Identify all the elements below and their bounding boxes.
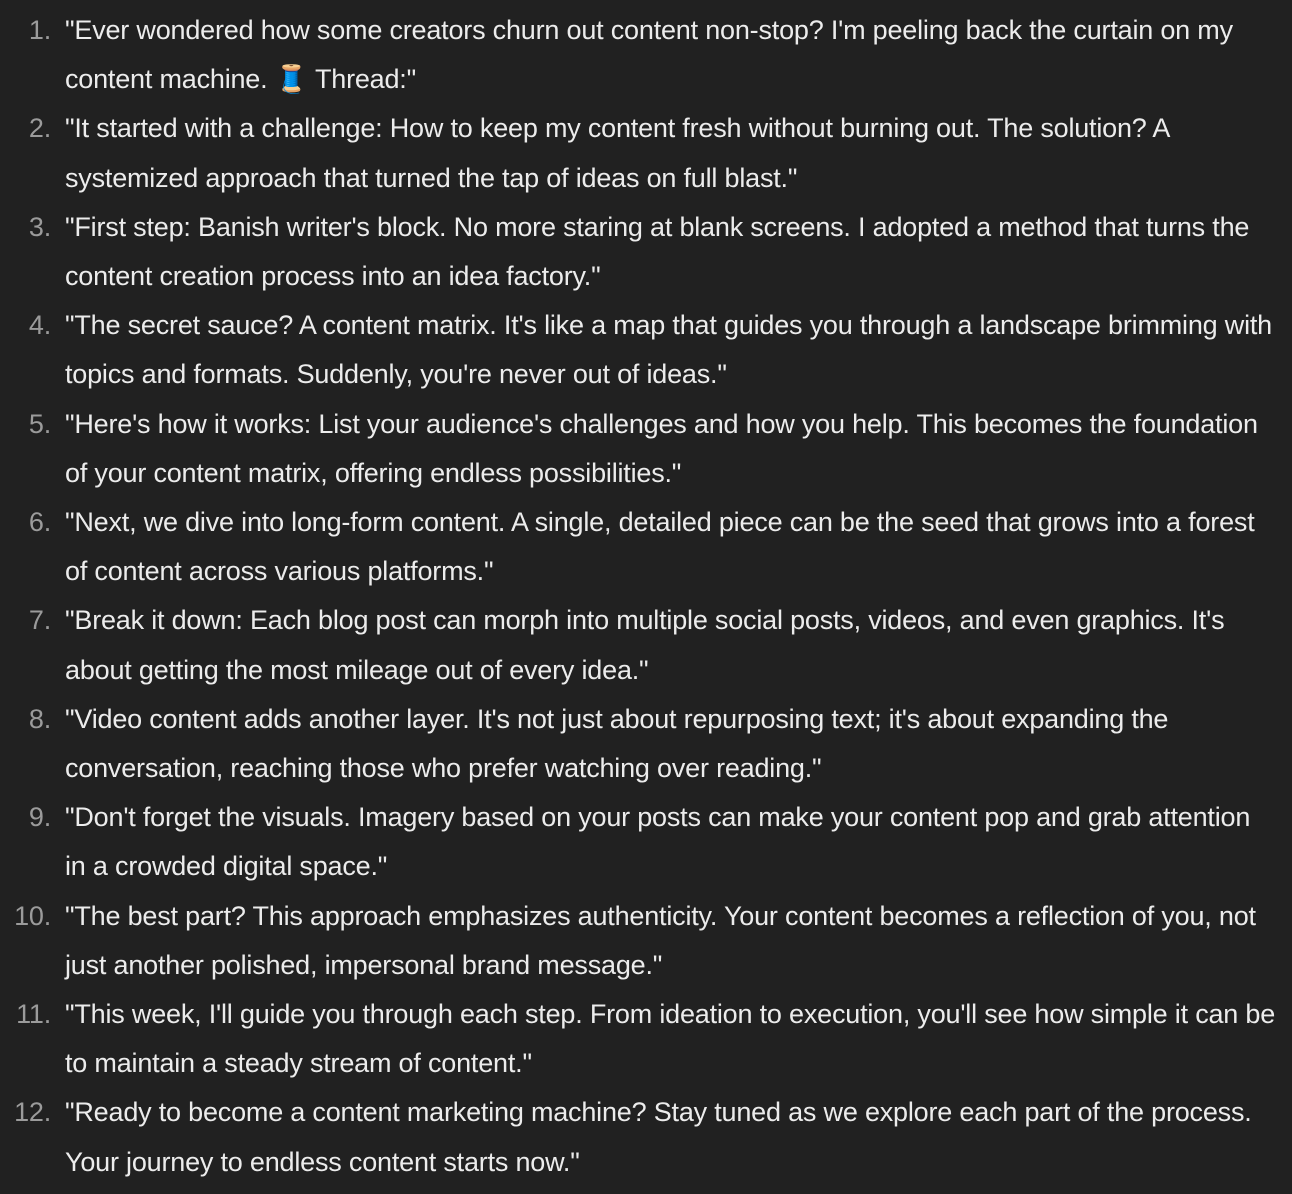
item-number: 12. xyxy=(14,1097,51,1128)
item-text: "Ready to become a content marketing machine? Stay tuned as we explore each part of the process. Your journey to endless content starts now." xyxy=(65,1097,1252,1177)
list-item xyxy=(0,1088,1292,1186)
list-item xyxy=(0,793,1292,891)
item-text: "Don't forget the visuals. Imagery based on your posts can make your content pop and grab attention in a crowded digital space." xyxy=(65,802,1251,882)
item-number: 7. xyxy=(28,605,51,636)
list-item xyxy=(0,203,1292,301)
list-item xyxy=(0,990,1292,1088)
list-item xyxy=(0,104,1292,202)
item-number: 2. xyxy=(28,113,51,144)
item-number: 6. xyxy=(28,507,51,538)
item-text: "The best part? This approach emphasizes authenticity. Your content becomes a reflection of you, not just another polished, impersonal brand message." xyxy=(65,900,1256,980)
item-number: 1. xyxy=(28,15,51,45)
item-number: 10. xyxy=(14,900,51,931)
list-item xyxy=(0,400,1292,498)
item-number: 3. xyxy=(28,211,51,242)
list-item xyxy=(0,892,1292,990)
item-number: 4. xyxy=(28,310,51,341)
item-text: "Next, we dive into long-form content. A single, detailed piece can be the seed that grows into a forest of content across various platforms." xyxy=(65,507,1255,587)
list-item xyxy=(0,596,1292,694)
item-number: 5. xyxy=(28,408,51,439)
item-number: 11. xyxy=(16,999,51,1030)
item-text: "Video content adds another layer. It's not just about repurposing text; it's about expanding the conversation, reaching those who prefer watching over reading." xyxy=(65,703,1169,784)
list-item xyxy=(0,6,1292,104)
item-text: "Here's how it works: List your audience's challenges and how you help. This becomes the foundation of your content matrix, offering endless possibilities." xyxy=(65,408,1258,488)
item-text: "This week, I'll guide you through each step. From ideation to execution, you'll see how simple it can be to maintain a steady stream of content." xyxy=(65,999,1276,1079)
item-text: "Ever wondered how some creators churn out content non-stop? I'm peeling back the curtain on my content machine. 🧵 Thread:" xyxy=(65,15,1233,95)
item-text: "First step: Banish writer's block. No more staring at blank screens. I adopted a method that turns the content creation process into an idea factory." xyxy=(65,211,1250,292)
item-text: "The secret sauce? A content matrix. It's like a map that guides you through a landscape brimming with topics and formats. Suddenly, you're never out of ideas." xyxy=(65,310,1272,390)
item-number: 8. xyxy=(28,703,51,734)
list-item xyxy=(0,301,1292,399)
list-item xyxy=(0,695,1292,793)
item-text: "It started with a challenge: How to keep my content fresh without burning out. The solution? A systemized approach that turned the tap of ideas on full blast." xyxy=(65,113,1169,193)
item-number: 9. xyxy=(28,802,51,833)
list-item xyxy=(0,498,1292,596)
item-text: "Break it down: Each blog post can morph into multiple social posts, videos, and even graphics. It's about getting the most mileage out of every idea." xyxy=(65,605,1225,685)
